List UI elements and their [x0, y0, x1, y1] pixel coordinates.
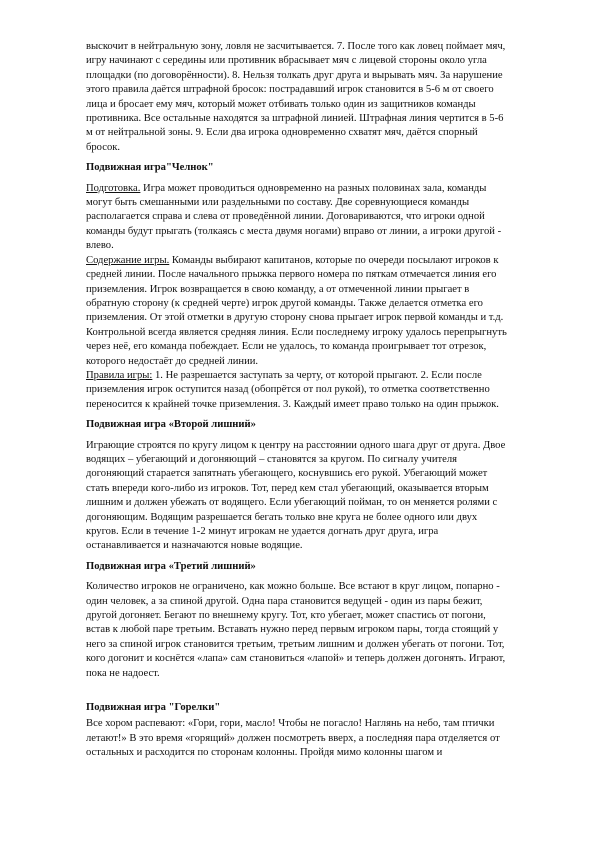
label-rules: Правила игры: [86, 369, 153, 381]
text-content: Команды выбирают капитанов, которые по очереди посылают игроков к средней линии. После начального прыжка первого номера по пяткам отмечается линия его приземления. Игрок возвращается в свою команду, а от отмеченной линии прыгает в обратную сторону (к средней черте) игрок другой команды. Также делается отметка его приземления. От этой отметки в другую сторону снова прыгает игрок первой команды и т.д. [86, 254, 504, 324]
spacer [86, 687, 511, 695]
text-rules: 1. Не разрешается заступать за черту, от которой прыгают. 2. Если после приземления игрок оступится назад (обопрётся от пол рукой), то отметка соответственно переносится к крайней точке приземления. 3. Каждый имеет право только на один прыжок. [86, 369, 499, 410]
label-preparation: Подготовка. [86, 182, 141, 194]
paragraph-rules [86, 369, 511, 412]
intro-paragraph: выскочит в нейтральную зону, ловля не засчитывается. 7. После того как ловец поймает мяч, игру начинают с середины или противник вбрасывает мяч с лицевой стороны около угла площадки (по договорённости). 8. Нельзя толкать друг друга и вырывать мяч. За нарушение этого правила даётся штрафной бросок: пострадавший игрок становится в 5-6 м от своего лица и бросает ему мяч, который может отбивать только один из защитников команды противника. Все остальные находятся за штрафной линией. Штрафная линия чертится в 5-6 м от нейтральной зоны. 9. Если два игрока одновременно схватят мяч, даётся спорный бросок. [86, 41, 506, 153]
heading-vtoroi-lishnii: Подвижная игра «Второй лишний» [86, 419, 256, 431]
heading-gorelki: Подвижная игра "Горелки" [86, 702, 221, 714]
text-preparation: Игра может проводиться одновременно на разных половинах зала, команды могут быть смешанными или раздельными по составу. Две соревнующиеся команды располагается справа и слева от проведённой линии. Договариваются, что игроки одной команды будут прыгать (толкаясь с места двумя ногами) вправо от линии, а игроки другой - влево. [86, 182, 502, 252]
heading-tretii-lishnii: Подвижная игра «Третий лишний» [86, 560, 256, 572]
paragraph-gorelki: Все хором распевают: «Гори, гори, масло! Чтобы не погасло! Наглянь на небо, там птички летают!» В это время «горящий» должен посмотреть вверх, а последняя пара отделяется от остальных и расходится по сторонам колонны. Пройдя мимо колонны шагом и [86, 718, 500, 759]
paragraph-vtoroi-lishnii: Играющие строятся по кругу лицом к центру на расстоянии одного шага друг от друга. Двое водящих – убегающий и догоняющий – становятся за кругом. По сигналу учителя догоняющий старается запятнать убегающего, коснувшись его рукой. Убегающий может стать впереди кого-либо из игроков. Тот, перед кем стал убегающий, оказывается вторым лишним и должен убежать от водящего. Если убегающий пойман, то он меняется ролями с догоняющим. Водящим разрешается бегать только вне круга не более одного или двух кругов. Если в течение 1-2 минут игрокам не удается догнать друг друга, игра останавливается и назначаются новые водящие. [86, 439, 506, 552]
label-content: Содержание игры. [86, 254, 170, 266]
document-page [86, 40, 511, 761]
heading-chelnok: Подвижная игра"Челнок" [86, 162, 214, 174]
paragraph-content [86, 254, 511, 326]
paragraph-tretii-lishnii: Количество игроков не ограничено, как можно больше. Все встают в круг лицом, попарно - один человек, а за спиной другой. Одна пара становится ведущей - один из пары бежит, другой догоняет. Бегают по внешнему кругу. Тот, кто убегает, может спастись от погони, встав к любой паре третьим. Вставать нужно перед первым игроком пары, тогда стоящий у него за спиной игрок становится третьим, третьим лишним и должен убегать от погони. Тот, кого догонит и коснётся «лапа» сам становиться «лапой» и теперь должен догонять. Играют, пока не надоест. [86, 581, 506, 679]
paragraph-preparation [86, 182, 511, 254]
paragraph-control-line: Контрольной всегда является средняя линия. Если последнему игроку удалось перепрыгнуть через неё, его команда побеждает. Если не удалось, то команда проигрывает тот отрезок, которого недостаёт до средней линии. [86, 326, 507, 367]
